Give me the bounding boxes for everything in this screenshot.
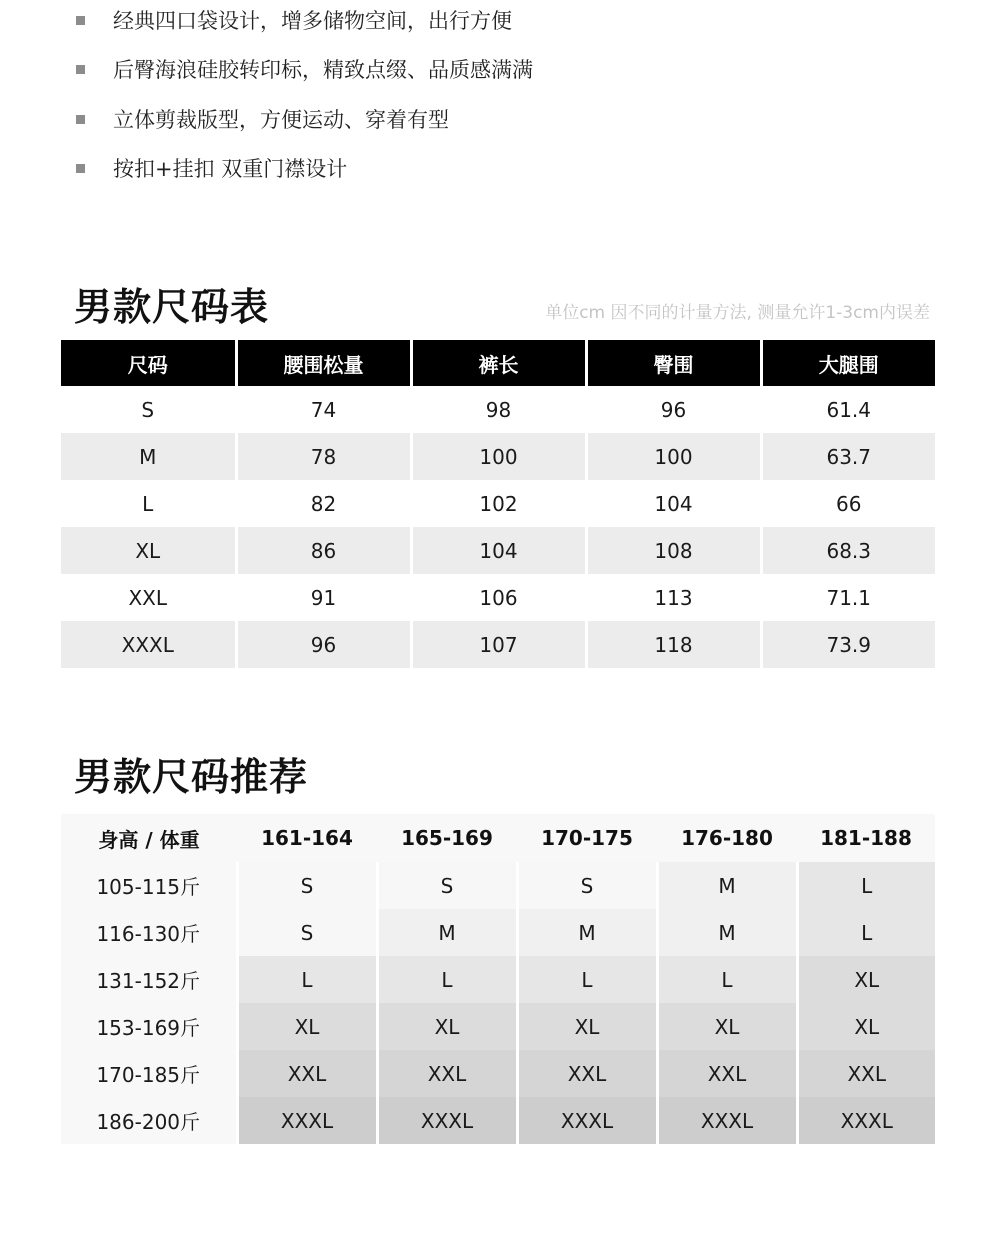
measurement-cell: 113 xyxy=(586,574,761,621)
table-row xyxy=(61,1050,935,1097)
column-header: 大腿围 xyxy=(761,340,935,386)
recommended-size-cell: XXL xyxy=(657,1050,797,1097)
table-header-row xyxy=(61,814,935,862)
size-cell: XL xyxy=(61,527,236,574)
column-header: 臀围 xyxy=(586,340,761,386)
feature-text: 经典四口袋设计，增多储物空间，出行方便 xyxy=(113,9,512,33)
recommended-size-cell: S xyxy=(377,862,517,909)
weight-range-cell: 116-130斤 xyxy=(61,909,237,956)
size-cell: S xyxy=(61,386,236,433)
weight-range-cell: 153-169斤 xyxy=(61,1003,237,1050)
measurement-cell: 104 xyxy=(411,527,586,574)
recommended-size-cell: S xyxy=(517,862,657,909)
measurement-cell: 63.7 xyxy=(761,433,935,480)
size-chart-table xyxy=(61,340,935,668)
recommended-size-cell: M xyxy=(377,909,517,956)
unit-note: 单位cm 因不同的计量方法, 测量允许1-3cm内误差 xyxy=(545,303,930,323)
recommended-size-cell: XXL xyxy=(377,1050,517,1097)
feature-text: 按扣+挂扣 双重门襟设计 xyxy=(113,157,348,181)
measurement-cell: 104 xyxy=(586,480,761,527)
measurement-cell: 118 xyxy=(586,621,761,668)
table-row xyxy=(61,527,935,574)
table-row xyxy=(61,621,935,668)
recommended-size-cell: XXXL xyxy=(657,1097,797,1144)
recommended-size-cell: XL xyxy=(797,956,935,1003)
measurement-cell: 71.1 xyxy=(826,585,872,610)
square-bullet-icon xyxy=(76,164,85,173)
weight-range-cell: 186-200斤 xyxy=(61,1097,237,1144)
recommended-size-cell: XXL xyxy=(517,1050,657,1097)
measurement-cell: 91 xyxy=(236,574,411,621)
recommended-size-cell: L xyxy=(377,956,517,1003)
feature-item xyxy=(76,0,512,40)
measurement-cell: 61.4 xyxy=(826,397,872,422)
measurement-cell: 68.3 xyxy=(761,527,935,574)
column-header: 裤长 xyxy=(411,340,586,386)
recommended-size-cell: XXXL xyxy=(517,1097,657,1144)
square-bullet-icon xyxy=(76,65,85,74)
table-row xyxy=(61,956,935,1003)
column-header: 尺码 xyxy=(61,340,236,386)
weight-range-cell: 131-152斤 xyxy=(61,956,237,1003)
table-row xyxy=(61,909,935,956)
recommended-size-cell: XXXL xyxy=(797,1097,935,1144)
recommended-size-cell: XL xyxy=(237,1003,377,1050)
recommended-size-cell: S xyxy=(237,862,377,909)
measurement-cell: 73.9 xyxy=(761,621,935,668)
measurement-cell: 100 xyxy=(411,433,586,480)
recommended-size-cell: L xyxy=(237,956,377,1003)
weight-range-cell: 170-185斤 xyxy=(61,1050,237,1097)
height-header: 176-180 xyxy=(657,814,797,862)
recommended-size-cell: L xyxy=(797,862,935,909)
recommended-size-cell: XXXL xyxy=(377,1097,517,1144)
recommended-size-cell: XXL xyxy=(237,1050,377,1097)
feature-text: 后臀海浪硅胶转印标，精致点缀、品质感满满 xyxy=(113,58,533,82)
size-cell: M xyxy=(61,433,236,480)
recommended-size-cell: XXL xyxy=(797,1050,935,1097)
height-header: 161-164 xyxy=(237,814,377,862)
measurement-cell: 86 xyxy=(236,527,411,574)
square-bullet-icon xyxy=(76,16,85,25)
measurement-cell: 96 xyxy=(586,386,761,433)
corner-header: 身高 / 体重 xyxy=(61,814,237,862)
recommended-size-cell: L xyxy=(517,956,657,1003)
table-row xyxy=(61,574,935,621)
weight-range-cell: 105-115斤 xyxy=(61,862,237,909)
recommended-size-cell: XL xyxy=(517,1003,657,1050)
recommended-size-cell: XL xyxy=(797,1003,935,1050)
measurement-cell: 107 xyxy=(411,621,586,668)
measurement-cell: 82 xyxy=(236,480,411,527)
measurement-cell: 74 xyxy=(236,386,411,433)
recommended-size-cell: L xyxy=(657,956,797,1003)
recommended-size-cell: M xyxy=(657,862,797,909)
recommended-size-cell: M xyxy=(657,909,797,956)
table-row xyxy=(61,1097,935,1144)
size-chart-title: 男款尺码表 xyxy=(74,285,270,329)
square-bullet-icon xyxy=(76,115,85,124)
measurement-cell: 96 xyxy=(236,621,411,668)
measurement-cell: 106 xyxy=(411,574,586,621)
measurement-cell: 98 xyxy=(411,386,586,433)
table-header-row xyxy=(61,340,935,386)
recommended-size-cell: S xyxy=(237,909,377,956)
size-cell: XXXL xyxy=(61,621,236,668)
height-header: 181-188 xyxy=(797,814,935,862)
table-row xyxy=(61,433,935,480)
table-row xyxy=(61,480,935,527)
feature-text: 立体剪裁版型，方便运动、穿着有型 xyxy=(113,108,449,132)
table-row xyxy=(61,1003,935,1050)
recommended-size-cell: M xyxy=(517,909,657,956)
recommended-size-cell: L xyxy=(797,909,935,956)
feature-item xyxy=(76,99,449,139)
measurement-cell: 100 xyxy=(586,433,761,480)
size-cell: L xyxy=(61,480,236,527)
recommendation-title: 男款尺码推荐 xyxy=(74,755,309,799)
recommended-size-cell: XXXL xyxy=(237,1097,377,1144)
feature-item xyxy=(76,148,347,188)
column-header: 腰围松量 xyxy=(236,340,411,386)
recommended-size-cell: XL xyxy=(377,1003,517,1050)
size-recommendation-table xyxy=(61,814,935,1144)
measurement-cell: 66 xyxy=(836,491,862,516)
measurement-cell: 102 xyxy=(411,480,586,527)
height-header: 165-169 xyxy=(377,814,517,862)
table-row xyxy=(61,386,935,433)
recommended-size-cell: XL xyxy=(657,1003,797,1050)
size-cell: XXL xyxy=(61,574,236,621)
measurement-cell: 78 xyxy=(236,433,411,480)
height-header: 170-175 xyxy=(517,814,657,862)
feature-item xyxy=(76,49,533,89)
table-row xyxy=(61,862,935,909)
measurement-cell: 108 xyxy=(586,527,761,574)
